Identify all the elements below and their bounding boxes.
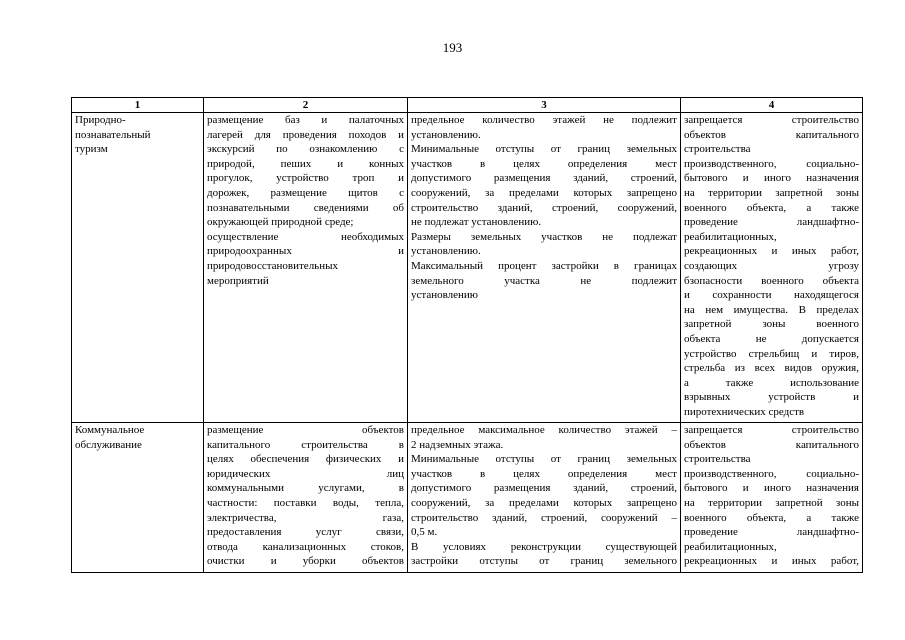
cell-line: строительство зданий, строений, сооружений, [411, 201, 677, 214]
column-header-4: 4 [681, 98, 863, 113]
cell-line: установлению. [411, 128, 481, 141]
cell-line: запретной зоны военного [684, 318, 859, 331]
cell-line: допустимого размещения зданий, строений, [411, 482, 677, 495]
cell-line: юридических лиц [207, 467, 404, 480]
restrictions-cell [681, 113, 863, 423]
cell-line: очистки и уборки объектов [207, 555, 404, 568]
cell-line: Коммунальное [75, 424, 145, 436]
cell-line: 0,5 м. [411, 526, 438, 539]
cell-line: объекта не допускается [684, 332, 859, 345]
cell-line: познавательный [75, 128, 151, 141]
cell-line: не подлежат установлению. [411, 216, 542, 229]
column-header-2: 2 [204, 98, 408, 113]
cell-line: проведение ландшафтно- [684, 216, 859, 229]
cell-line: предоставления услуг связи, [207, 526, 404, 539]
cell-line: Максимальный процент застройки в границах [411, 259, 677, 272]
cell-line: Минимальные отступы от границ земельных [411, 453, 677, 466]
description-cell [204, 423, 408, 573]
cell-line: на территории запретной зоны [684, 496, 859, 509]
cell-line: производственного, социально- [684, 467, 859, 480]
column-header-3: 3 [408, 98, 681, 113]
land-use-type-cell [72, 423, 204, 573]
zoning-table [71, 97, 863, 573]
cell-line: лагерей для проведения походов и [207, 128, 404, 141]
cell-line: В условиях реконструкции существующей [411, 540, 677, 553]
cell-line: предельное максимальное количество этажей – [411, 424, 677, 436]
cell-line: строительства [684, 143, 751, 156]
cell-line: прогулок, устройство троп и [207, 172, 404, 185]
cell-line: дорожек, размещение щитов с [207, 186, 404, 199]
cell-line: сооружений, за пределами которых запрещено [411, 496, 677, 509]
description-cell [204, 113, 408, 423]
cell-line: бытового и иного назначения [684, 482, 859, 495]
cell-line: Минимальные отступы от границ земельных [411, 143, 677, 156]
cell-line: допустимого размещения зданий, строений, [411, 172, 677, 185]
page-number: 193 [442, 40, 463, 55]
cell-line: объектов капитального [684, 438, 859, 451]
cell-line: производственного, социально- [684, 157, 859, 170]
cell-line: 2 надземных этажа. [411, 438, 504, 451]
cell-line: окружающей природной среде; [207, 216, 354, 229]
cell-line: установлению [411, 289, 479, 302]
cell-line: сооружений, за пределами которых запрещено [411, 186, 677, 199]
cell-line: туризм [75, 143, 108, 156]
cell-line: и сохранности находящегося [684, 289, 859, 302]
cell-line: познавательными сведениями об [207, 201, 404, 214]
cell-line: участков в целях определения мест [411, 467, 677, 480]
cell-line: создающих угрозу [684, 259, 859, 272]
table-header-row [72, 98, 863, 113]
cell-line: экскурсий по ознакомлению с [207, 143, 404, 156]
cell-line: природовосстановительных [207, 259, 338, 272]
cell-line: реабилитационных, [684, 230, 777, 243]
cell-line: участков в целях определения мест [411, 157, 677, 170]
cell-line: проведение ландшафтно- [684, 526, 859, 539]
cell-line: объектов капитального [684, 128, 859, 141]
cell-line: осуществление необходимых [207, 230, 404, 243]
cell-line: рекреационных и иных работ, [684, 245, 859, 258]
cell-line: размещение объектов [207, 424, 404, 436]
cell-line: Природно- [75, 114, 126, 126]
cell-line: строительство зданий, строений, сооружений – [411, 511, 677, 524]
cell-line: отвода канализационных стоков, [207, 540, 404, 553]
cell-line: размещение баз и палаточных [207, 114, 404, 126]
table-row [72, 113, 863, 423]
cell-line: коммунальными услугами, в [207, 482, 404, 495]
cell-line: Размеры земельных участков не подлежат [411, 230, 677, 243]
cell-line: на нем имущества. В пределах [684, 303, 859, 316]
cell-line: земельного участка не подлежит [411, 274, 677, 287]
cell-line: реабилитационных, [684, 540, 777, 553]
cell-line: предельное количество этажей не подлежит [411, 114, 677, 126]
cell-line: природоохранных и [207, 245, 404, 258]
cell-line: взрывных устройств и [684, 391, 859, 404]
table-row [72, 423, 863, 573]
parameters-cell [408, 113, 681, 423]
cell-line: капитального строительства в [207, 438, 404, 451]
cell-line: устройство стрельбищ и тиров, [684, 347, 859, 360]
cell-line: бзопасности военного объекта [684, 274, 859, 287]
cell-line: рекреационных и иных работ, [684, 555, 859, 568]
cell-line: бытового и иного назначения [684, 172, 859, 185]
cell-line: стрельба из всех видов оружия, [684, 362, 859, 375]
cell-line: запрещается строительство [684, 114, 859, 126]
cell-line: целях обеспечения физических и [207, 453, 404, 466]
cell-line: электричества, газа, [207, 511, 404, 524]
parameters-cell [408, 423, 681, 573]
cell-line: мероприятий [207, 274, 269, 287]
restrictions-cell [681, 423, 863, 573]
land-use-type-cell [72, 113, 204, 423]
cell-line: природой, пеших и конных [207, 157, 404, 170]
cell-line: строительства [684, 453, 751, 466]
cell-line: частности: поставки воды, тепла, [207, 496, 404, 509]
cell-line: военного объекта, а также [684, 511, 859, 524]
cell-line: запрещается строительство [684, 424, 859, 436]
cell-line: а также использование [684, 376, 859, 389]
cell-line: на территории запретной зоны [684, 186, 859, 199]
column-header-1: 1 [72, 98, 204, 113]
cell-line: пиротехнических средств [684, 405, 805, 418]
cell-line: установлению. [411, 245, 481, 258]
cell-line: обслуживание [75, 438, 142, 451]
cell-line: застройки отступы от границ земельного [411, 555, 677, 568]
cell-line: военного объекта, а также [684, 201, 859, 214]
